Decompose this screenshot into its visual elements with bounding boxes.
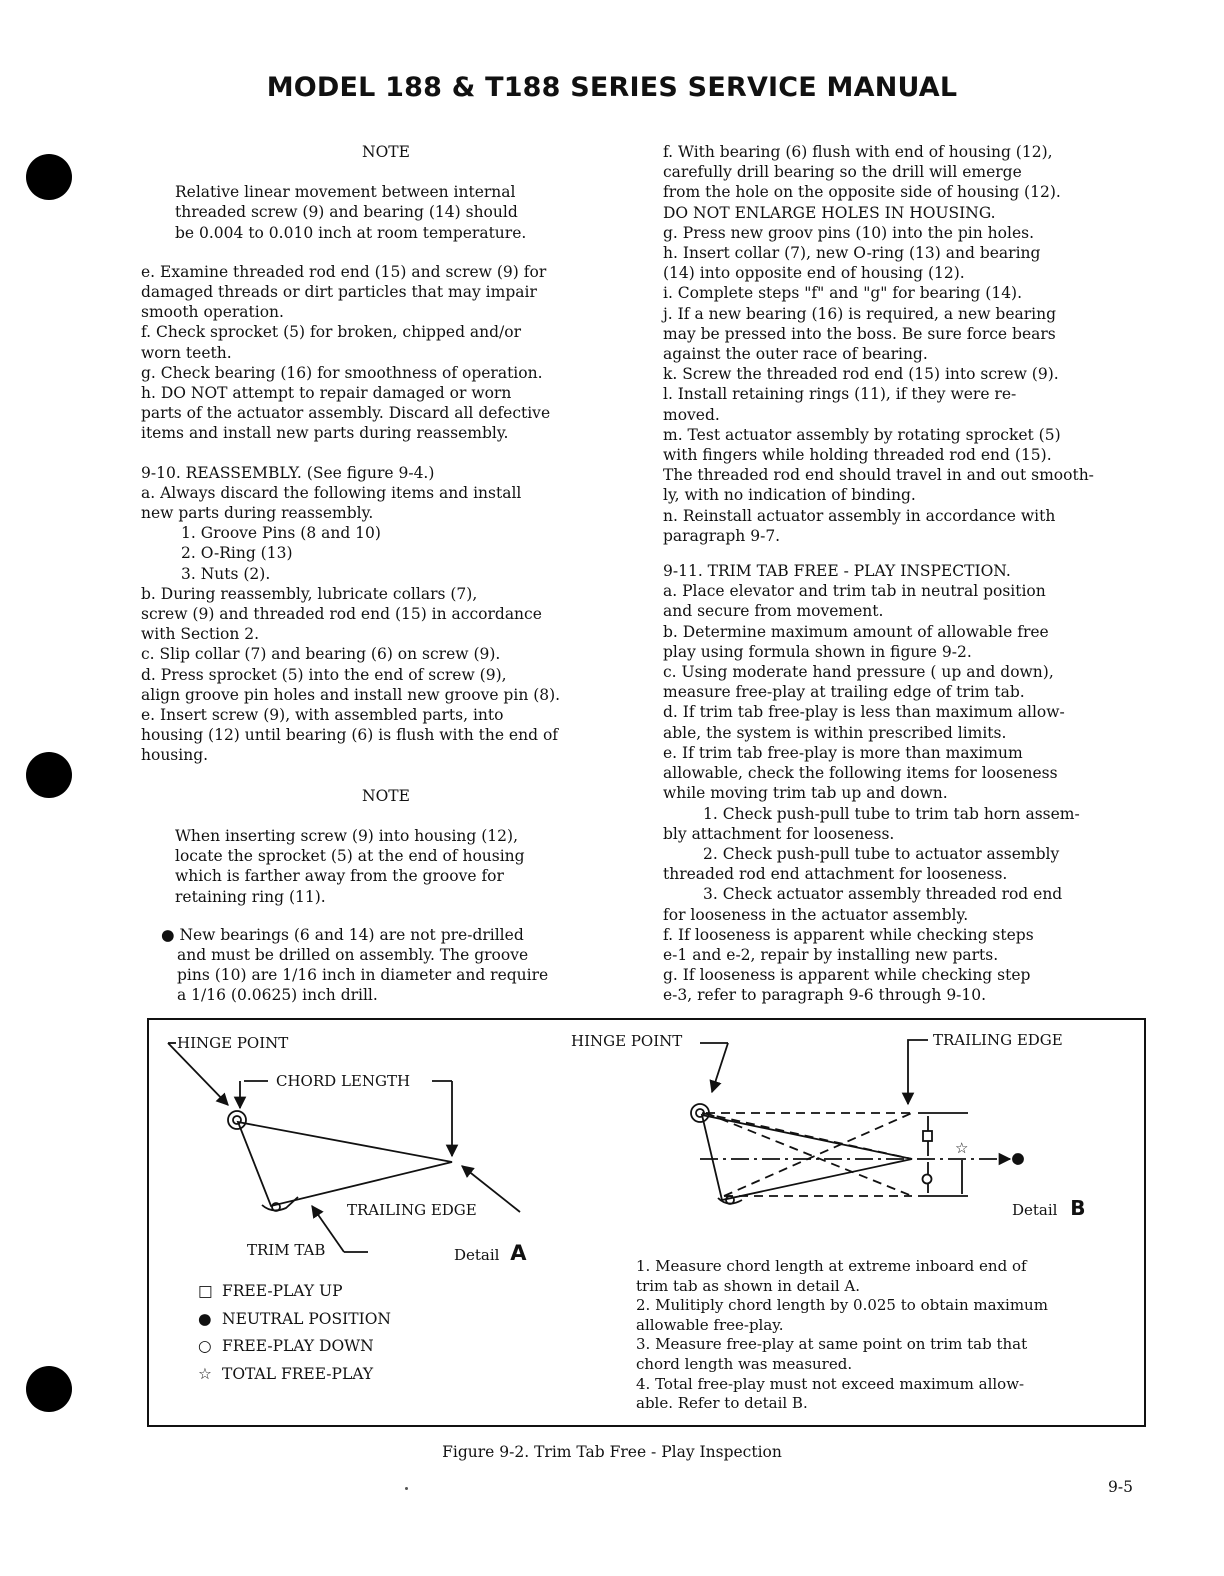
detail-letter: B <box>1070 1196 1086 1220</box>
step-line: paragraph 9-7. <box>663 526 781 545</box>
step-line: align groove pin holes and install new groove pin (8). <box>141 685 561 704</box>
neutral-position-icon: ● <box>198 1309 212 1328</box>
instruction-line: 4. Total free-play must not exceed maximum allow- <box>636 1374 1025 1393</box>
trim-tab-outline <box>238 1122 452 1206</box>
step-line: e. Insert screw (9), with assembled parts, into <box>141 706 504 725</box>
bullet-line: a 1/16 (0.0625) inch drill. <box>177 986 378 1005</box>
list-item: threaded rod end attachment for looseness. <box>663 865 1008 884</box>
instruction-line: allowable free-play. <box>636 1315 784 1334</box>
free-play-down-icon: ○ <box>198 1337 212 1355</box>
step-line: housing (12) until bearing (6) is flush with the end of <box>141 726 559 745</box>
step-line: b. During reassembly, lubricate collars (7), <box>141 584 478 603</box>
step-line: housing. <box>141 746 209 765</box>
step-line: e. Examine threaded rod end (15) and screw (9) for <box>141 262 547 281</box>
legend-label: NEUTRAL POSITION <box>222 1309 391 1328</box>
figure-caption: Figure 9-2. Trim Tab Free - Play Inspection <box>442 1443 782 1461</box>
hinge-point-icon <box>228 1111 246 1129</box>
step-line: f. Check sprocket (5) for broken, chipped and/or <box>141 323 522 342</box>
note-line: locate the sprocket (5) at the end of housing <box>175 847 525 866</box>
legend-item <box>198 1361 391 1389</box>
step-line: a. Always discard the following items and install <box>141 483 522 502</box>
step-line: b. Determine maximum amount of allowable free <box>663 622 1049 641</box>
step-line: measure free-play at trailing edge of trim tab. <box>663 683 1025 702</box>
instruction-line: able. Refer to detail B. <box>636 1394 808 1413</box>
step-line: e-3, refer to paragraph 9-6 through 9-10. <box>663 986 987 1005</box>
legend-item <box>198 1278 391 1306</box>
step-line: j. If a new bearing (16) is required, a new bearing <box>663 304 1057 323</box>
step-line: g. Check bearing (16) for smoothness of operation. <box>141 363 543 382</box>
step-line: may be pressed into the boss. Be sure force bears <box>663 324 1056 343</box>
note-line: which is farther away from the groove for <box>175 867 504 886</box>
step-line: f. With bearing (6) flush with end of housing (12), <box>663 143 1053 161</box>
step-line: while moving trim tab up and down. <box>663 784 948 803</box>
note-title: NOTE <box>362 786 410 805</box>
step-line: f. If looseness is apparent while checking steps <box>663 925 1034 944</box>
step-line: new parts during reassembly. <box>141 504 374 523</box>
step-line: worn teeth. <box>141 343 232 362</box>
page-number: 9-5 <box>1108 1478 1133 1496</box>
note-line: threaded screw (9) and bearing (14) should <box>175 203 518 222</box>
free-play-diagonal <box>702 1113 912 1159</box>
detail-b-drawing <box>691 1040 1023 1204</box>
bullet-line: and must be drilled on assembly. The groove <box>177 945 529 964</box>
step-line: carefully drill bearing so the drill will emerge <box>663 163 1022 182</box>
note-title: NOTE <box>362 143 410 161</box>
legend <box>198 1278 391 1388</box>
step-line: c. Using moderate hand pressure ( up and down), <box>663 663 1054 682</box>
step-line: (14) into opposite end of housing (12). <box>663 264 965 283</box>
step-line: d. Press sprocket (5) into the end of screw (9), <box>141 665 507 684</box>
list-item: 2. Check push-pull tube to actuator assembly <box>703 844 1060 863</box>
detail-b-caption <box>1012 1196 1086 1220</box>
section-heading: 9-11. TRIM TAB FREE - PLAY INSPECTION. <box>663 562 1011 581</box>
step-line: with Section 2. <box>141 625 260 644</box>
step-line: screw (9) and threaded rod end (15) in accordance <box>141 605 542 624</box>
instruction-line: chord length was measured. <box>636 1354 853 1373</box>
scan-speck <box>405 1487 408 1490</box>
list-item: 1. Groove Pins (8 and 10) <box>181 524 381 543</box>
hinge-point-label: HINGE POINT <box>177 1034 289 1052</box>
bullet-line: pins (10) are 1/16 inch in diameter and require <box>177 966 549 985</box>
step-line: d. If trim tab free-play is less than maximum allow- <box>663 703 1065 722</box>
step-line: with fingers while holding threaded rod end (15). <box>663 446 1052 465</box>
step-line: g. If looseness is apparent while checking step <box>663 966 1031 985</box>
trim-tab-label: TRIM TAB <box>247 1241 326 1259</box>
trailing-edge-label: TRAILING EDGE <box>347 1201 477 1219</box>
step-line: allowable, check the following items for looseness <box>663 764 1058 783</box>
list-item: 2. O-Ring (13) <box>181 544 293 563</box>
step-line: h. Insert collar (7), new O-ring (13) and bearing <box>663 244 1041 263</box>
step-line: damaged threads or dirt particles that may impair <box>141 283 537 302</box>
hinge-arrow <box>712 1043 728 1092</box>
instruction-line: 2. Mulitiply chord length by 0.025 to obtain maximum <box>636 1296 1048 1315</box>
free-play-diagonal <box>706 1113 912 1196</box>
note-line: When inserting screw (9) into housing (12), <box>175 826 518 845</box>
legend-label: FREE-PLAY UP <box>222 1282 343 1300</box>
step-line: g. Press new groov pins (10) into the pin holes. <box>663 223 1034 242</box>
trailing-edge-label: TRAILING EDGE <box>933 1031 1063 1049</box>
legend-label: FREE-PLAY DOWN <box>222 1337 374 1355</box>
step-line: DO NOT ENLARGE HOLES IN HOUSING. <box>663 203 996 222</box>
detail-letter: A <box>510 1241 527 1265</box>
instruction-line: 3. Measure free-play at same point on trim tab that <box>636 1335 1028 1354</box>
step-line: able, the system is within prescribed limits. <box>663 723 1007 742</box>
step-line: l. Install retaining rings (11), if they were re- <box>663 385 1017 404</box>
bullet-line: ● New bearings (6 and 14) are not pre-drilled <box>161 925 524 944</box>
total-free-play-icon: ☆ <box>955 1139 969 1157</box>
leader-line <box>908 1040 928 1060</box>
step-line: e-1 and e-2, repair by installing new parts. <box>663 945 999 964</box>
list-item: 1. Check push-pull tube to trim tab horn assem- <box>703 804 1080 823</box>
step-line: e. If trim tab free-play is more than maximum <box>663 743 1023 762</box>
detail-label: Detail <box>1012 1201 1058 1219</box>
instruction-line: 1. Measure chord length at extreme inboard end of <box>636 1257 1027 1275</box>
step-line: and secure from movement. <box>663 602 884 621</box>
detail-a-caption <box>454 1241 527 1265</box>
neutral-position-icon <box>1013 1154 1023 1164</box>
detail-label: Detail <box>454 1246 500 1264</box>
legend-item <box>198 1333 391 1361</box>
step-line: k. Screw the threaded rod end (15) into screw (9). <box>663 365 1059 384</box>
list-item: for looseness in the actuator assembly. <box>663 905 969 924</box>
section-heading: 9-10. REASSEMBLY. (See figure 9-4.) <box>141 463 435 482</box>
instruction-line: trim tab as shown in detail A. <box>636 1276 861 1295</box>
step-line: items and install new parts during reassembly. <box>141 424 509 443</box>
list-item: 3. Nuts (2). <box>181 564 271 583</box>
step-line: n. Reinstall actuator assembly in accordance with <box>663 506 1056 525</box>
note-line: be 0.004 to 0.010 inch at room temperature. <box>175 223 527 242</box>
legend-item <box>198 1306 391 1334</box>
total-free-play-icon: ☆ <box>198 1364 212 1383</box>
chord-length-label: CHORD LENGTH <box>276 1072 411 1090</box>
step-line: from the hole on the opposite side of housing (12). <box>663 183 1061 202</box>
legend-label: TOTAL FREE-PLAY <box>222 1364 374 1383</box>
page-title: MODEL 188 & T188 SERIES SERVICE MANUAL <box>266 72 958 103</box>
step-line: smooth operation. <box>141 303 284 322</box>
free-play-down-icon <box>923 1175 932 1184</box>
free-play-up-icon <box>923 1131 932 1141</box>
list-item: 3. Check actuator assembly threaded rod end <box>703 885 1063 904</box>
note-line: Relative linear movement between internal <box>175 183 516 202</box>
hinge-point-inner-icon <box>233 1116 241 1124</box>
step-line: The threaded rod end should travel in and out smooth- <box>663 466 1094 485</box>
hinge-arrow <box>168 1043 228 1105</box>
step-line: play using formula shown in figure 9-2. <box>663 642 972 661</box>
step-line: ly, with no indication of binding. <box>663 486 916 505</box>
step-line: c. Slip collar (7) and bearing (6) on screw (9). <box>141 645 501 664</box>
step-line: i. Complete steps "f" and "g" for bearing (14). <box>663 284 1023 303</box>
free-play-up-icon: □ <box>198 1282 213 1300</box>
step-line: m. Test actuator assembly by rotating sprocket (5) <box>663 425 1061 444</box>
step-line: against the outer race of bearing. <box>663 345 928 364</box>
hinge-point-label: HINGE POINT <box>571 1032 683 1050</box>
figure-instructions <box>636 1257 1136 1414</box>
note-line: retaining ring (11). <box>175 887 326 906</box>
step-line: a. Place elevator and trim tab in neutral position <box>663 582 1046 601</box>
list-item: bly attachment for looseness. <box>663 824 895 843</box>
step-line: h. DO NOT attempt to repair damaged or worn <box>141 384 512 403</box>
step-line: moved. <box>663 405 720 424</box>
step-line: parts of the actuator assembly. Discard all defective <box>141 404 551 423</box>
